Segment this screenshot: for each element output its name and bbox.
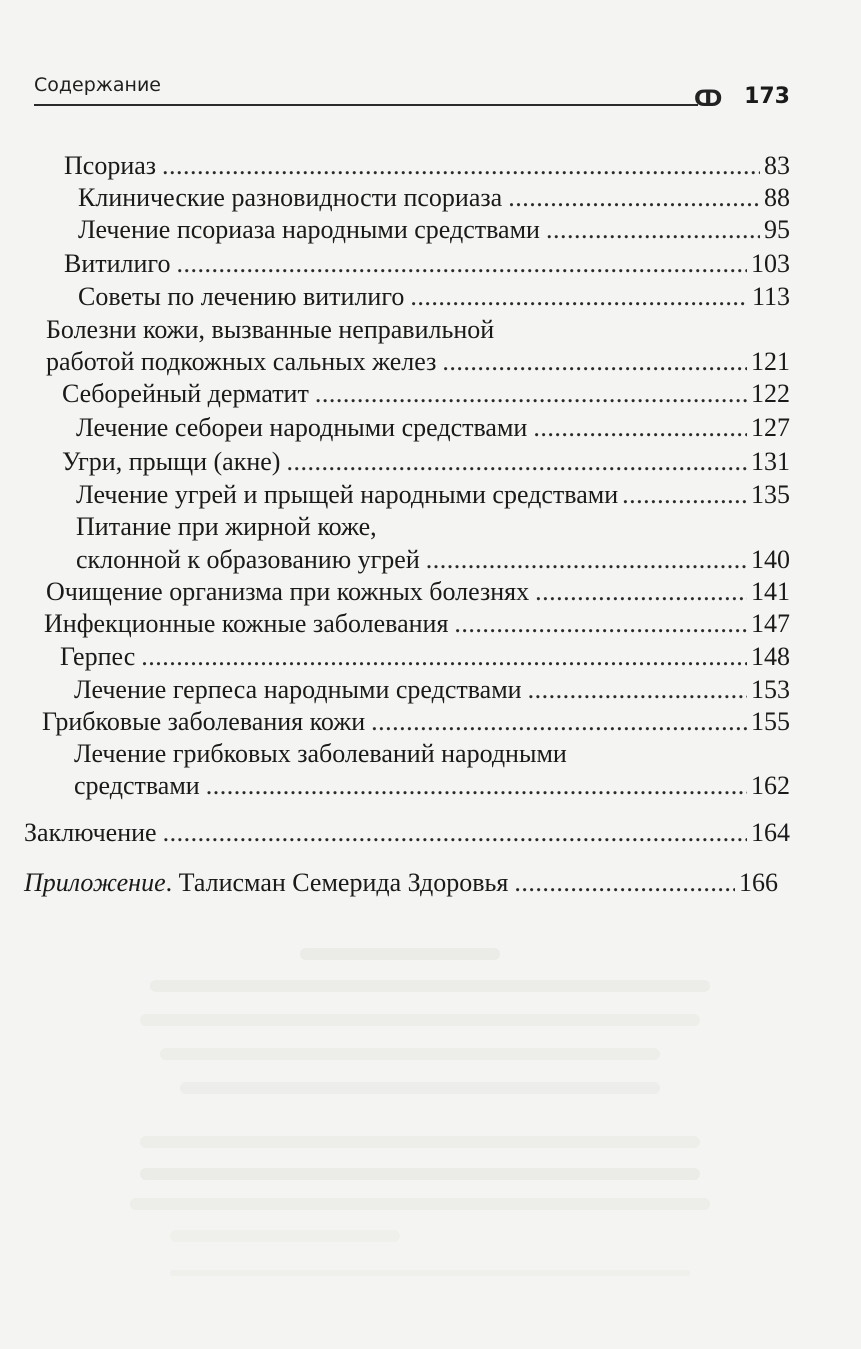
dot-leader bbox=[426, 544, 747, 576]
dot-leader bbox=[286, 446, 747, 478]
dot-leader bbox=[141, 641, 747, 673]
dot-leader bbox=[535, 576, 747, 608]
toc-entry-page: 95 bbox=[764, 215, 790, 244]
toc-entry bbox=[76, 479, 790, 511]
toc-entry-title: Угри, прыщи (акне) bbox=[62, 447, 281, 476]
toc-entry-page: 135 bbox=[751, 480, 790, 509]
toc-entry bbox=[76, 544, 790, 576]
toc-entry-title: Болезни кожи, вызванные неправильной bbox=[46, 315, 495, 344]
dot-leader bbox=[315, 378, 747, 410]
toc-entry-title: Заключение bbox=[24, 818, 157, 847]
toc-entry-page: 164 bbox=[751, 818, 790, 847]
dot-leader bbox=[454, 608, 747, 640]
toc-entry-page: 147 bbox=[751, 609, 790, 638]
toc-entry bbox=[44, 608, 790, 640]
dot-leader bbox=[206, 770, 747, 802]
dot-leader bbox=[528, 674, 747, 706]
toc-entry-page: 162 bbox=[751, 771, 790, 800]
toc-entry bbox=[74, 674, 790, 706]
dot-leader bbox=[162, 150, 760, 182]
decorative-ornament-icon: ↀ bbox=[694, 87, 723, 112]
toc-entry bbox=[64, 150, 790, 182]
toc-entry-page: 113 bbox=[751, 282, 790, 311]
toc-entry-title: Грибковые заболевания кожи bbox=[42, 707, 366, 736]
toc-entry bbox=[78, 214, 790, 246]
toc-entry-title: Лечение угрей и прыщей народными средствами bbox=[76, 480, 619, 509]
toc-entry bbox=[24, 817, 790, 849]
toc-entry-continued bbox=[74, 738, 790, 770]
toc-entry bbox=[62, 378, 790, 410]
toc-entry-title: средствами bbox=[74, 771, 200, 800]
toc-entry-title: Питание при жирной коже, bbox=[76, 512, 377, 541]
toc-entry-page: 121 bbox=[751, 347, 790, 376]
toc-entry-continued bbox=[76, 511, 790, 543]
toc-entry-page: 153 bbox=[751, 675, 790, 704]
toc-entry-title: Очищение организма при кожных болезнях bbox=[46, 577, 530, 606]
toc-entry-title: Герпес bbox=[60, 642, 136, 671]
toc-entry bbox=[62, 446, 790, 478]
dot-leader bbox=[371, 706, 747, 738]
toc-entry-title: работой подкожных сальных желез bbox=[46, 347, 437, 376]
toc-entry-continued bbox=[46, 314, 790, 346]
dot-leader bbox=[533, 412, 747, 444]
toc-entry bbox=[46, 576, 790, 608]
toc-entry-page: 122 bbox=[751, 379, 790, 408]
toc-entry bbox=[78, 182, 790, 214]
toc-entry-title: Лечение себореи народными средствами bbox=[76, 413, 528, 442]
toc-entry-page: 127 bbox=[751, 413, 790, 442]
toc-entry bbox=[24, 867, 778, 899]
dot-leader bbox=[622, 479, 747, 511]
toc-entry-title bbox=[24, 867, 508, 899]
toc-entry bbox=[60, 641, 790, 673]
toc-entry bbox=[78, 281, 790, 313]
toc-entry-title: Клинические разновидности псориаза bbox=[78, 183, 503, 212]
toc-entry-page: 166 bbox=[739, 868, 778, 897]
dot-leader bbox=[508, 182, 760, 214]
toc-entry bbox=[46, 346, 790, 378]
toc-entry-title: Лечение грибковых заболеваний народными bbox=[74, 739, 567, 768]
dot-leader bbox=[442, 346, 747, 378]
toc-entry bbox=[76, 412, 790, 444]
appendix-label: Приложение bbox=[24, 868, 166, 897]
toc-entry-title: Лечение герпеса народными средствами bbox=[74, 675, 522, 704]
toc-entry-title: Витилиго bbox=[64, 249, 171, 278]
appendix-title: . Талисман Семерида Здоровья bbox=[165, 868, 509, 897]
toc-entry-page: 131 bbox=[751, 447, 790, 476]
toc-entry bbox=[64, 248, 790, 280]
toc-entry-page: 83 bbox=[764, 151, 790, 180]
dot-leader bbox=[546, 214, 760, 246]
toc-entry-title: Советы по лечению витилиго bbox=[78, 282, 405, 311]
toc-entry-page: 103 bbox=[751, 249, 790, 278]
dot-leader bbox=[176, 248, 747, 280]
toc-entry-title: Инфекционные кожные заболевания bbox=[44, 609, 449, 638]
toc-entry-page: 88 bbox=[764, 183, 790, 212]
toc-entry bbox=[74, 770, 790, 802]
dot-leader bbox=[514, 867, 735, 899]
section-title: Содержание bbox=[34, 74, 161, 96]
toc-entry-page: 148 bbox=[751, 642, 790, 671]
toc-entry-page: 140 bbox=[751, 545, 790, 574]
page-number: 173 bbox=[744, 84, 790, 109]
dot-leader bbox=[163, 817, 747, 849]
toc-entry-page: 141 bbox=[751, 577, 790, 606]
toc-entry-title: Лечение псориаза народными средствами bbox=[78, 215, 540, 244]
toc-entry-page: 155 bbox=[751, 707, 790, 736]
dot-leader bbox=[410, 281, 748, 313]
toc-entry-title: Себорейный дерматит bbox=[62, 379, 309, 408]
toc-entry bbox=[42, 706, 790, 738]
toc-entry-title: склонной к образованию угрей bbox=[76, 545, 420, 574]
toc-entry-title: Псориаз bbox=[64, 151, 157, 180]
bleed-through-text bbox=[0, 930, 861, 1290]
